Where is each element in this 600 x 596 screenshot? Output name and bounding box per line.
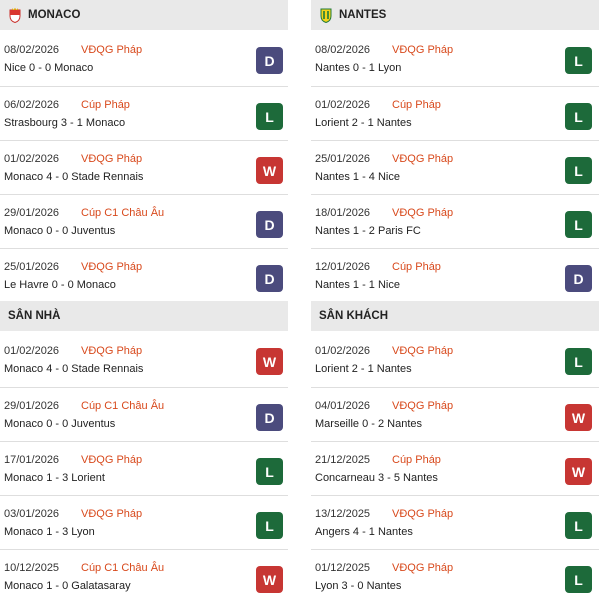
match-score: Nice 0 - 0 Monaco [4, 62, 94, 74]
match-list [311, 331, 599, 596]
match-score: Le Havre 0 - 0 Monaco [4, 279, 116, 291]
match-score: Monaco 1 - 3 Lyon [4, 526, 95, 538]
match-score: Monaco 1 - 0 Galatasaray [4, 580, 131, 592]
match-row[interactable] [311, 249, 599, 303]
competition-link[interactable]: VĐQG Pháp [81, 153, 143, 165]
match-date: 01/12/2025 [315, 562, 371, 574]
match-row[interactable] [0, 331, 288, 388]
match-score: Angers 4 - 1 Nantes [315, 526, 413, 538]
match-date: 04/01/2026 [315, 400, 371, 412]
result-badge: L [565, 348, 592, 375]
competition-link[interactable]: VĐQG Pháp [392, 508, 454, 520]
match-score: Lorient 2 - 1 Nantes [315, 117, 412, 129]
match-row[interactable] [0, 442, 288, 496]
away-matches-panel [311, 301, 599, 596]
match-date: 13/12/2025 [315, 508, 371, 520]
competition-link[interactable]: VĐQG Pháp [392, 345, 454, 357]
competition-link[interactable]: VĐQG Pháp [81, 508, 143, 520]
result-badge: D [256, 47, 283, 74]
competition-link[interactable]: Cúp C1 Châu Âu [81, 207, 165, 219]
panel-title: SÂN KHÁCH [319, 310, 388, 322]
result-badge: L [565, 566, 592, 593]
competition-link[interactable]: Cúp C1 Châu Âu [81, 562, 165, 574]
match-date: 10/12/2025 [4, 562, 60, 574]
result-badge: W [256, 157, 283, 184]
competition-link[interactable]: Cúp Pháp [392, 261, 441, 273]
result-badge: L [565, 47, 592, 74]
competition-link[interactable]: Cúp C1 Châu Âu [81, 400, 165, 412]
match-score: Lorient 2 - 1 Nantes [315, 363, 412, 375]
match-date: 17/01/2026 [4, 454, 60, 466]
competition-link[interactable]: VĐQG Pháp [392, 44, 454, 56]
match-score: Monaco 0 - 0 Juventus [4, 418, 116, 430]
match-row[interactable] [311, 195, 599, 249]
result-badge: L [256, 103, 283, 130]
match-row[interactable] [0, 388, 288, 442]
result-badge: D [256, 404, 283, 431]
panel-title: SÂN NHÀ [8, 310, 61, 322]
match-date: 08/02/2026 [315, 44, 371, 56]
panel-header [0, 0, 288, 30]
match-score: Nantes 1 - 4 Nice [315, 171, 400, 183]
result-badge: L [565, 157, 592, 184]
result-badge: D [256, 265, 283, 292]
match-row[interactable] [311, 87, 599, 141]
match-date: 25/01/2026 [315, 153, 371, 165]
result-badge: L [565, 103, 592, 130]
match-row[interactable] [311, 141, 599, 195]
panel-header [311, 0, 599, 30]
competition-link[interactable]: VĐQG Pháp [392, 207, 454, 219]
match-date: 29/01/2026 [4, 207, 60, 219]
result-badge: W [565, 458, 592, 485]
competition-link[interactable]: Cúp Pháp [392, 454, 441, 466]
home-matches-panel [0, 301, 288, 596]
match-row[interactable] [311, 496, 599, 550]
result-badge: L [565, 512, 592, 539]
panel-header [0, 301, 288, 331]
match-score: Nantes 0 - 1 Lyon [315, 62, 402, 74]
match-score: Monaco 0 - 0 Juventus [4, 225, 116, 237]
competition-link[interactable]: VĐQG Pháp [392, 562, 454, 574]
match-date: 01/02/2026 [315, 345, 371, 357]
result-badge: W [256, 566, 283, 593]
panel-title: NANTES [339, 9, 387, 21]
result-badge: W [256, 348, 283, 375]
match-score: Monaco 1 - 3 Lorient [4, 472, 105, 484]
match-row[interactable] [311, 442, 599, 496]
result-badge: W [565, 404, 592, 431]
nantes-recent-panel [311, 0, 599, 303]
monaco-crest-icon [8, 7, 22, 23]
match-row[interactable] [311, 331, 599, 388]
match-date: 25/01/2026 [4, 261, 60, 273]
match-date: 01/02/2026 [4, 345, 60, 357]
panel-header [311, 301, 599, 331]
monaco-recent-panel [0, 0, 288, 303]
match-date: 29/01/2026 [4, 400, 60, 412]
match-date: 12/01/2026 [315, 261, 371, 273]
competition-link[interactable]: VĐQG Pháp [81, 44, 143, 56]
match-row[interactable] [311, 550, 599, 596]
match-date: 18/01/2026 [315, 207, 371, 219]
match-row[interactable] [0, 87, 288, 141]
match-list [311, 30, 599, 303]
competition-link[interactable]: VĐQG Pháp [81, 261, 143, 273]
match-row[interactable] [0, 550, 288, 596]
match-list [0, 30, 288, 303]
match-row[interactable] [311, 30, 599, 87]
match-score: Lyon 3 - 0 Nantes [315, 580, 402, 592]
match-row[interactable] [0, 141, 288, 195]
match-row[interactable] [0, 496, 288, 550]
match-row[interactable] [0, 30, 288, 87]
competition-link[interactable]: VĐQG Pháp [392, 153, 454, 165]
result-badge: D [256, 211, 283, 238]
match-score: Nantes 1 - 2 Paris FC [315, 225, 421, 237]
result-badge: L [256, 512, 283, 539]
match-score: Strasbourg 3 - 1 Monaco [4, 117, 126, 129]
match-date: 21/12/2025 [315, 454, 371, 466]
match-row[interactable] [0, 249, 288, 303]
match-score: Monaco 4 - 0 Stade Rennais [4, 171, 144, 183]
match-date: 03/01/2026 [4, 508, 60, 520]
match-date: 01/02/2026 [315, 99, 371, 111]
match-score: Monaco 4 - 0 Stade Rennais [4, 363, 144, 375]
match-score: Concarneau 3 - 5 Nantes [315, 472, 438, 484]
nantes-crest-icon [319, 7, 333, 23]
competition-link[interactable]: VĐQG Pháp [392, 400, 454, 412]
match-row[interactable] [0, 195, 288, 249]
match-score: Marseille 0 - 2 Nantes [315, 418, 422, 430]
match-list [0, 331, 288, 596]
panel-title: MONACO [28, 9, 81, 21]
result-badge: D [565, 265, 592, 292]
match-date: 01/02/2026 [4, 153, 60, 165]
competition-link[interactable]: Cúp Pháp [81, 99, 130, 111]
match-row[interactable] [311, 388, 599, 442]
competition-link[interactable]: Cúp Pháp [392, 99, 441, 111]
competition-link[interactable]: VĐQG Pháp [81, 345, 143, 357]
match-date: 06/02/2026 [4, 99, 60, 111]
match-date: 08/02/2026 [4, 44, 60, 56]
match-score: Nantes 1 - 1 Nice [315, 279, 400, 291]
competition-link[interactable]: VĐQG Pháp [81, 454, 143, 466]
result-badge: L [565, 211, 592, 238]
result-badge: L [256, 458, 283, 485]
